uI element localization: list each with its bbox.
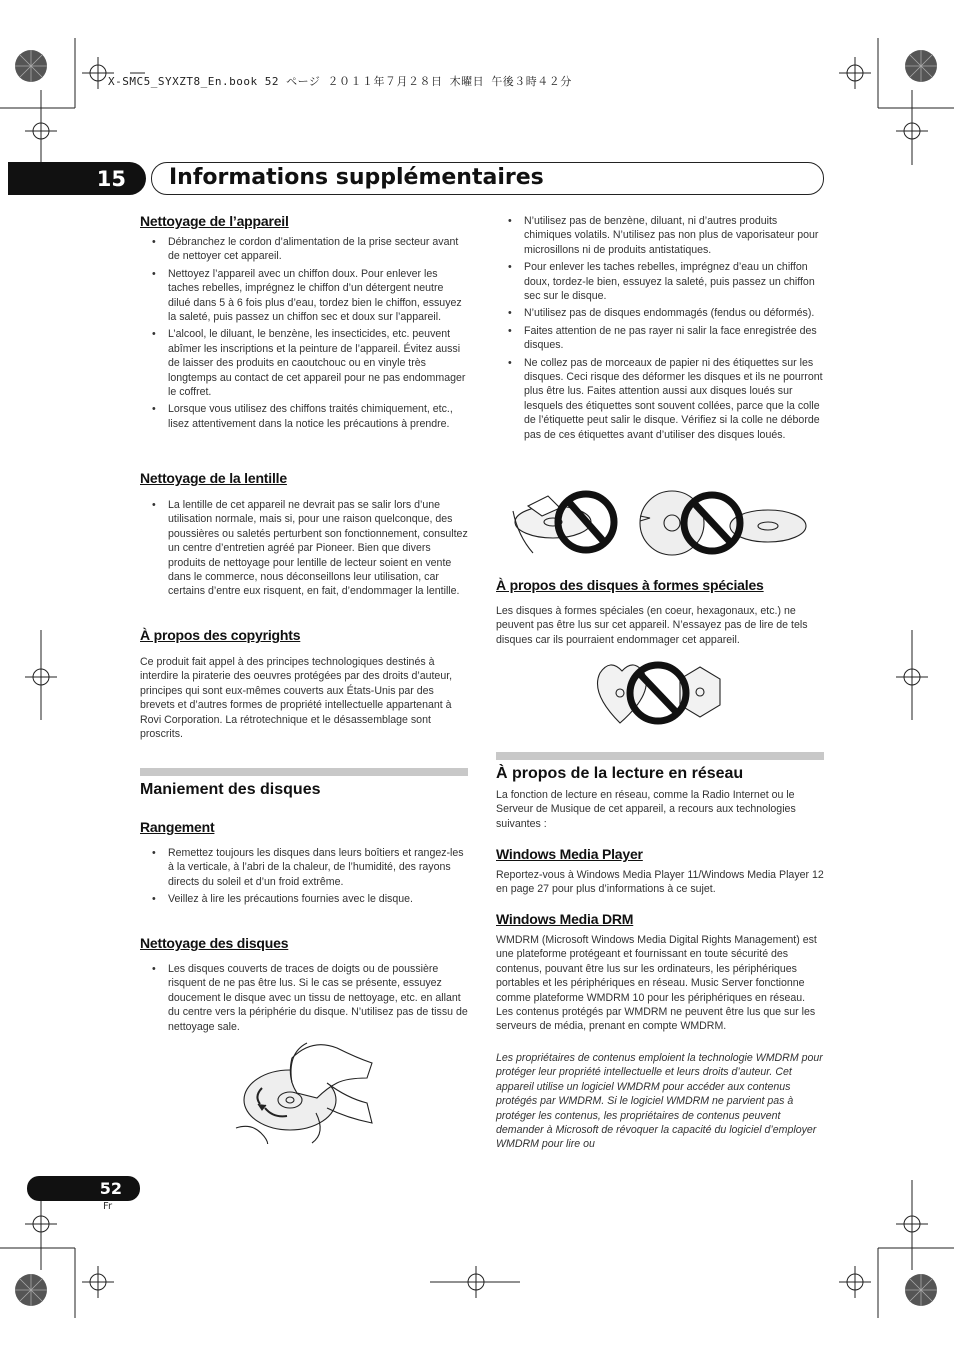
no-damaged-disc-illustration: [636, 486, 812, 560]
heading-nettoyage-disques: Nettoyage des disques: [140, 935, 289, 951]
wmp-text: Reportez-vous à Windows Media Player 11/Windows Media Player 12 en page 27 pour plus d’informations à ce sujet.: [496, 869, 824, 896]
list-item: • Les disques couverts de traces de doigts ou de poussière risquent de ne pas être lus. Si le cas se présente, essuyez doucement le disque avec un tissu de nettoyage, etc. en allant du centre vers la périphérie du disque. N’utilisez pas de tissu de nettoyage sale.: [140, 962, 468, 1034]
formes-text: Les disques à formes spéciales (en coeur, hexagonaux, etc.) ne peuvent pas être lus sur cet appareil. N’essayez pas de lire de tels disques car ils pourraient endommager cet appareil.: [496, 605, 808, 646]
heading-maniement: Maniement des disques: [140, 781, 321, 798]
heading-disques-formes: À propos des disques à formes spéciales: [496, 577, 764, 593]
chapter-number: 15: [8, 162, 146, 195]
disc-cleaning-illustration: [232, 1038, 377, 1144]
no-label-disc-illustration: [508, 486, 628, 560]
no-special-shape-disc-illustration: [592, 657, 726, 729]
heading-copyrights: À propos des copyrights: [140, 627, 301, 643]
list-item: • Pour enlever les taches rebelles, imprégnez d’eau un chiffon doux, tordez-le bien, essuyez la saleté, puis passez un chiffon sec sur le disque.: [496, 260, 824, 303]
list-nettoyage-appareil: [140, 235, 468, 434]
list-item: • Faites attention de ne pas rayer ni salir la face enregistrée des disques.: [496, 324, 824, 353]
heading-nettoyage-lentille: Nettoyage de la lentille: [140, 470, 287, 486]
heading-nettoyage-appareil: Nettoyage de l’appareil: [140, 213, 289, 229]
page-language: Fr: [103, 1201, 113, 1212]
copyrights-text: Ce produit fait appel à des principes technologiques destinés à interdire la piraterie des oeuvres protégées par des droits d’auteur, principes qui sont eux-mêmes couverts aux États-Unis par des brevets et d’autres formes de propriété intellectuelle appartenant à Rovi Corporation. La rétrotechnique et le désassemblage sont proscrits.: [140, 656, 453, 741]
heading-lecture-reseau: À propos de la lecture en réseau: [496, 765, 744, 782]
heading-windows-media-player: Windows Media Player: [496, 846, 643, 862]
list-item: • Lorsque vous utilisez des chiffons traités chimiquement, etc., lisez attentivement dans la notice les précautions à prendre.: [140, 402, 468, 431]
reseau-text: La fonction de lecture en réseau, comme la Radio Internet ou le Serveur de Musique de cet appareil, a recours aux technologies suivantes :: [496, 789, 796, 830]
list-item: • Remettez toujours les disques dans leurs boîtiers et rangez-les à la verticale, à l’abri de la chaleur, de l’humidité, des rayons directs du soleil et d’un froid extrême.: [140, 846, 468, 889]
list-item: • Nettoyez l’appareil avec un chiffon doux. Pour enlever les taches rebelles, imprégnez le chiffon d’un détergent neutre dilué dans 5 à 6 fois plus d’eau, tordez bien le chiffon, essuyez la saleté, puis passez un chiffon sec et doux sur l’appareil.: [140, 267, 468, 325]
list-rangement: [140, 846, 468, 910]
list-item: • Débranchez le cordon d’alimentation de la prise secteur avant de nettoyer cet appareil.: [140, 235, 468, 264]
section-divider: [140, 768, 468, 776]
drm-italic-text: Les propriétaires de contenus emploient la technologie WMDRM pour protéger leur propriété intellectuelle et leurs droits d’auteur. Cet appareil utilise un logiciel WMDRM pour accéder aux contenus protégés par WMDRM. Si le logiciel WMDRM ne parvient pas à protéger les contenus, les propriétaires de contenus peuvent demander à Microsoft de révoquer la capacité du logiciel d’employer WMDRM pour lire ou: [496, 1052, 823, 1151]
heading-windows-media-drm: Windows Media DRM: [496, 911, 634, 927]
drm-text: WMDRM (Microsoft Windows Media Digital Rights Management) est une plateforme protégeant et fournissant en toute sécurité des contenus, pouvant être lus sur les ordinateurs, les périphériques portables et les périphériques en réseau. Music Server fonctionne comme plateforme WMDRM 10 pour les périphériques en réseau. Les contenus protégés par WMDRM ne peuvent être lus que sur les serveurs de média, prenant en compte WMDRM.: [496, 934, 817, 1033]
print-header: X-SMC5_SYXZT8_En.book 52 ページ ２０１１年７月２８日 木曜日 午後３時４２分: [108, 75, 572, 88]
list-nettoyage-lentille: [140, 498, 468, 602]
list-item: • Ne collez pas de morceaux de papier ni des étiquettes sur les disques. Ceci risque des déformer les disques et ils ne pourront plus être lus. Faites attention aussi aux disques loués sur lesquels des étiquettes sont souvent collées, parce que la colle de l’étiquette peut salir le disque. Vérifiez si la colle ne déborde pas de ces étiquettes avant d’utiliser des disques loués.: [496, 356, 824, 442]
list-item: • N’utilisez pas de benzène, diluant, ni d’autres produits chimiques volatils. N’utilisez pas non plus de vaporisateur pour microsillons ni de produits antistatiques.: [496, 214, 824, 257]
list-nettoyage-disques: [140, 962, 468, 1037]
list-disques-precautions: [496, 214, 824, 445]
chapter-title: Informations supplémentaires: [169, 165, 544, 190]
list-item: • Veillez à lire les précautions fournies avec le disque.: [140, 892, 468, 906]
list-item: • N’utilisez pas de disques endommagés (fendus ou déformés).: [496, 306, 824, 320]
list-item: • La lentille de cet appareil ne devrait pas se salir lors d’une utilisation normale, mais si, pour une raison quelconque, des poussières ou saletés perturbent son fonctionnement, consultez un centre d’entretien agréé par Pioneer. Bien que divers produits de nettoyage pour lentille de lecteur soient en vente dans le commerce, nous déconseillons leur utilisation, car certains d’entre eux risquent, en fait, d’endommager la lentille.: [140, 498, 468, 599]
list-item: • L’alcool, le diluant, le benzène, les insecticides, etc. peuvent abîmer les inscriptions et la peinture de l’appareil. Évitez aussi de laisser des produits en caoutchouc ou en vinyle très longtemps au contact de cet appareil pour ne pas endommager le coffret.: [140, 327, 468, 399]
page-number: 52: [27, 1176, 140, 1201]
heading-rangement: Rangement: [140, 819, 215, 835]
section-divider: [496, 752, 824, 760]
